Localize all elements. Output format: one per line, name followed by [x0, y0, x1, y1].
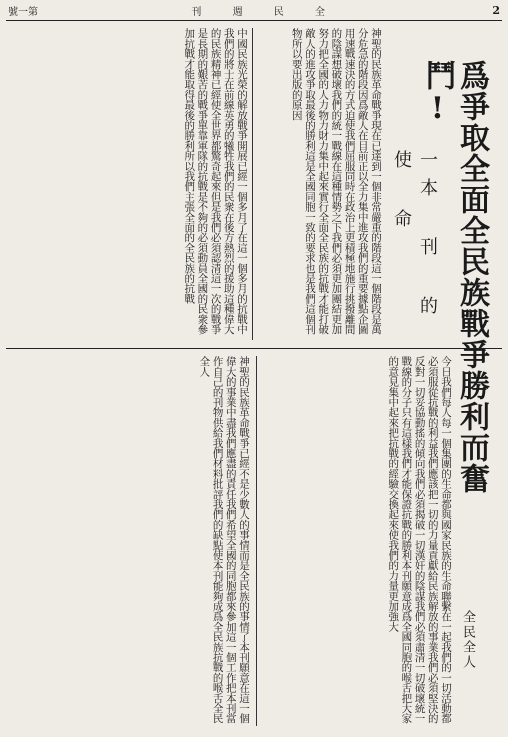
article-subtitle: 一本 刊 的 使 命 [391, 150, 438, 324]
column-divider [252, 28, 253, 340]
body-text-lower-left: 神聖的民族革命戰爭已經不是少數人的事情而是全民族的事情了本刊願意在這一個偉大的事業中盡我們應盡的責任我們希望全國的同胞都來參加這一個工作把本刊當作自己的刊物供給我們材料批評我們的缺點使本刊能夠成爲全民族抗戰的喉舌全民全人 [198, 356, 250, 724]
article-title: 爲爭取全面全民族戰爭勝利而奮鬥! [420, 60, 489, 494]
body-text-lower-right: 今日我們每人每一個集團的生命都與國家民族的生命聯繫在一起我們的一切活動都必須服從抗戰的利益我們應該把一切的力量貢獻給民族解放的事業我們必須堅決的反對一切妥協動搖的傾向我們必須揭破一切漢奸的陰謀我們必須肅清一切破壞統一戰線的分子只有這樣我們才能保證抗戰的勝利本刊願意成爲全國同胞的喉舌把大家的意見集中起來把抗戰的經驗交換起來使我們的力量更加強大 [387, 356, 452, 724]
column-divider-lower [256, 356, 257, 726]
issue-label: 號一第 [8, 6, 38, 18]
page-header [8, 2, 500, 18]
section-rule [6, 348, 502, 349]
page-number: 2 [492, 3, 500, 17]
publication-name: 刊 週 民 全 [191, 6, 339, 18]
body-text-upper-left: 中國民族光榮的解放戰爭開展已經一個多月了在這一個多月的抗戰中我們的將士在前線英勇的犧牲我們的民衆在後方熱烈的援助這種偉大的民族精神已經使全世界都驚奇起來但是我們必須認清這一次的戰爭是長期的艱苦的戰爭單靠軍隊的抗戰是不夠的必須動員全國的民衆參加抗戰才能取得最後的勝利所以我們主張全面的全民族的抗戰 [183, 28, 248, 335]
article-byline: 全民全人 [460, 610, 475, 670]
header-rule [6, 20, 502, 21]
body-text-upper-right: 神聖的民族革命戰爭現在已達到一個非常嚴重的階段這一個階段是萬分危急的階段因爲敵人在目前正以全力集中進攻我們的重要據點企圖用速戰速決的方式迫使我們屈服同時在政治上更積極地施行挑撥離間的陰謀想破壞我們的統一戰線在這種情勢之下我們必須更加團結更加努力把全國的人力物力財力集中起來實行全面全民族的抗戰才能打破敵人的進攻爭取最後的勝利這是全國同胞一致的要求也是我們這個刊物所以要出版的原因 [290, 28, 382, 335]
